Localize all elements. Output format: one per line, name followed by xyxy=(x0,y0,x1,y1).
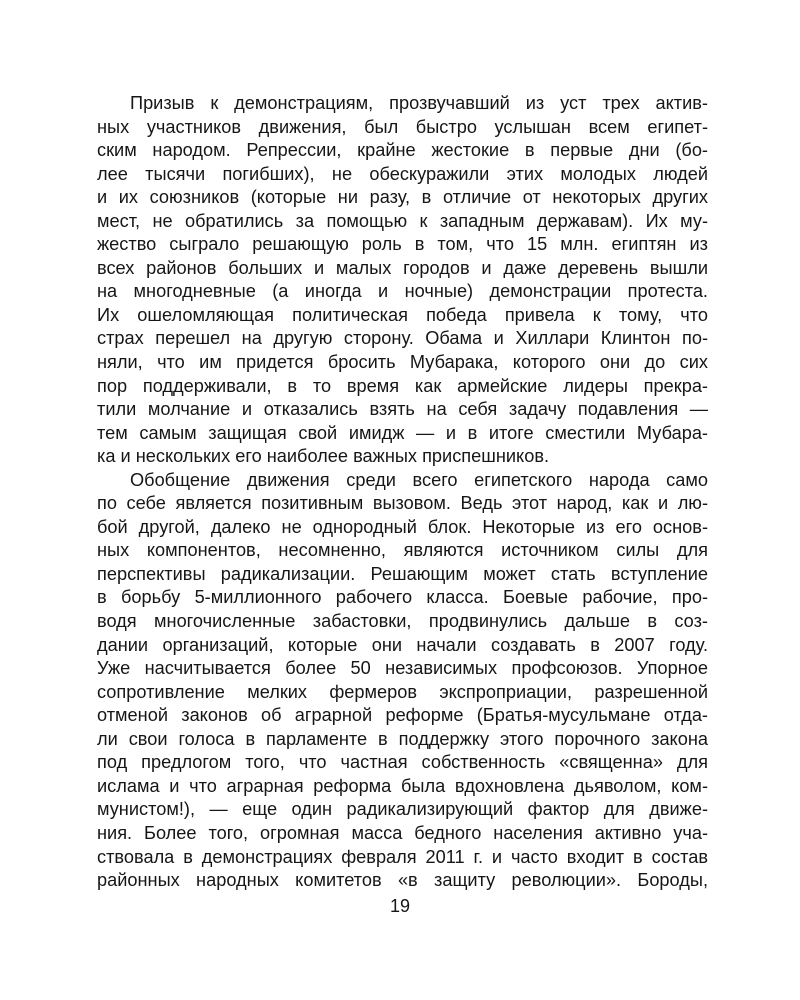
paragraph-2-line-5: перспективы радикализации. Решающим может стать вступление xyxy=(97,563,708,584)
paragraph-2-line-3: бой другой, далеко не однородный блок. Некоторые из его основ- xyxy=(97,516,708,537)
body-text xyxy=(97,92,708,893)
paragraph-1-line-8: всех районов больших и малых городов и даже деревень вышли xyxy=(97,257,708,278)
paragraph-2-line-12: ли свои голоса в парламенте в поддержку этого порочного закона xyxy=(97,728,708,749)
paragraph-2-line-6: в борьбу 5-миллионного рабочего класса. Боевые рабочие, про- xyxy=(97,587,708,608)
paragraph-1-line-5: и их союзников (которые ни разу, в отличие от некоторых других xyxy=(97,187,708,208)
paragraph-2-line-18: районных народных комитетов «в защиту революции». Бороды, xyxy=(97,870,708,891)
paragraph-2-line-16: ния. Более того, огромная масса бедного населения активно уча- xyxy=(97,822,708,843)
paragraph-2-line-4: ных компонентов, несомненно, являются источником силы для xyxy=(97,540,708,561)
page-number: 19 xyxy=(389,896,411,916)
paragraph-2-line-14: ислама и что аграрная реформа была вдохновлена дьяволом, ком- xyxy=(97,775,708,796)
paragraph-1-line-10: Их ошеломляющая политическая победа привела к тому, что xyxy=(97,304,708,325)
paragraph-1-line-12: няли, что им придется бросить Мубарака, которого они до сих xyxy=(97,352,708,373)
paragraph-2-line-7: водя многочисленные забастовки, продвинулись дальше в соз- xyxy=(97,611,708,632)
paragraph-1-line-15: тем самым защищая свой имидж — и в итоге сместили Мубара- xyxy=(97,422,708,443)
paragraph-2-line-8: дании организаций, которые они начали создавать в 2007 году. xyxy=(97,634,708,655)
paragraph-2-line-9: Уже насчитывается более 50 независимых профсоюзов. Упорное xyxy=(97,658,708,679)
paragraph-1-line-11: страх перешел на другую сторону. Обама и Хиллари Клинтон по- xyxy=(97,328,708,349)
paragraph-1-line-7: жество сыграло решающую роль в том, что 15 млн. египтян из xyxy=(97,234,708,255)
paragraph-2-line-17: ствовала в демонстрациях февраля 2011 г. и часто входит в состав xyxy=(97,846,708,867)
paragraph-1-line-6: мест, не обратились за помощью к западным державам). Их му- xyxy=(97,210,708,231)
paragraph-1-line-13: пор поддерживали, в то время как армейские лидеры прекра- xyxy=(97,375,708,396)
paragraph-2-line-13: под предлогом того, что частная собственность «священна» для xyxy=(97,752,708,773)
paragraph-1-line-16: ка и нескольких его наиболее важных приспешников. xyxy=(97,446,550,467)
paragraph-2-line-1: Обобщение движения среди всего египетского народа само xyxy=(130,469,708,490)
paragraph-1-line-2: ных участников движения, был быстро услышан всем египет- xyxy=(97,116,708,137)
paragraph-1-line-3: ским народом. Репрессии, крайне жестокие в первые дни (бо- xyxy=(97,140,708,161)
paragraph-2-line-2: по себе является позитивным вызовом. Ведь этот народ, как и лю- xyxy=(97,493,708,514)
paragraph-2-line-11: отменой законов об аграрной реформе (Братья-мусульмане отда- xyxy=(97,705,708,726)
paragraph-1-line-1: Призыв к демонстрациям, прозвучавший из уст трех актив- xyxy=(130,93,708,113)
paragraph-2-line-10: сопротивление мелких фермеров экспроприации, разрешенной xyxy=(97,681,708,702)
paragraph-1-line-9: на многодневные (а иногда и ночные) демонстрации протеста. xyxy=(97,281,708,302)
paragraph-2-line-15: мунистом!), — еще один радикализирующий фактор для движе- xyxy=(97,799,708,820)
paragraph-1-line-4: лее тысячи погибших), не обескуражили этих молодых людей xyxy=(97,163,708,184)
paragraph-1-line-14: тили молчание и отказались взять на себя задачу подавления — xyxy=(97,399,708,420)
